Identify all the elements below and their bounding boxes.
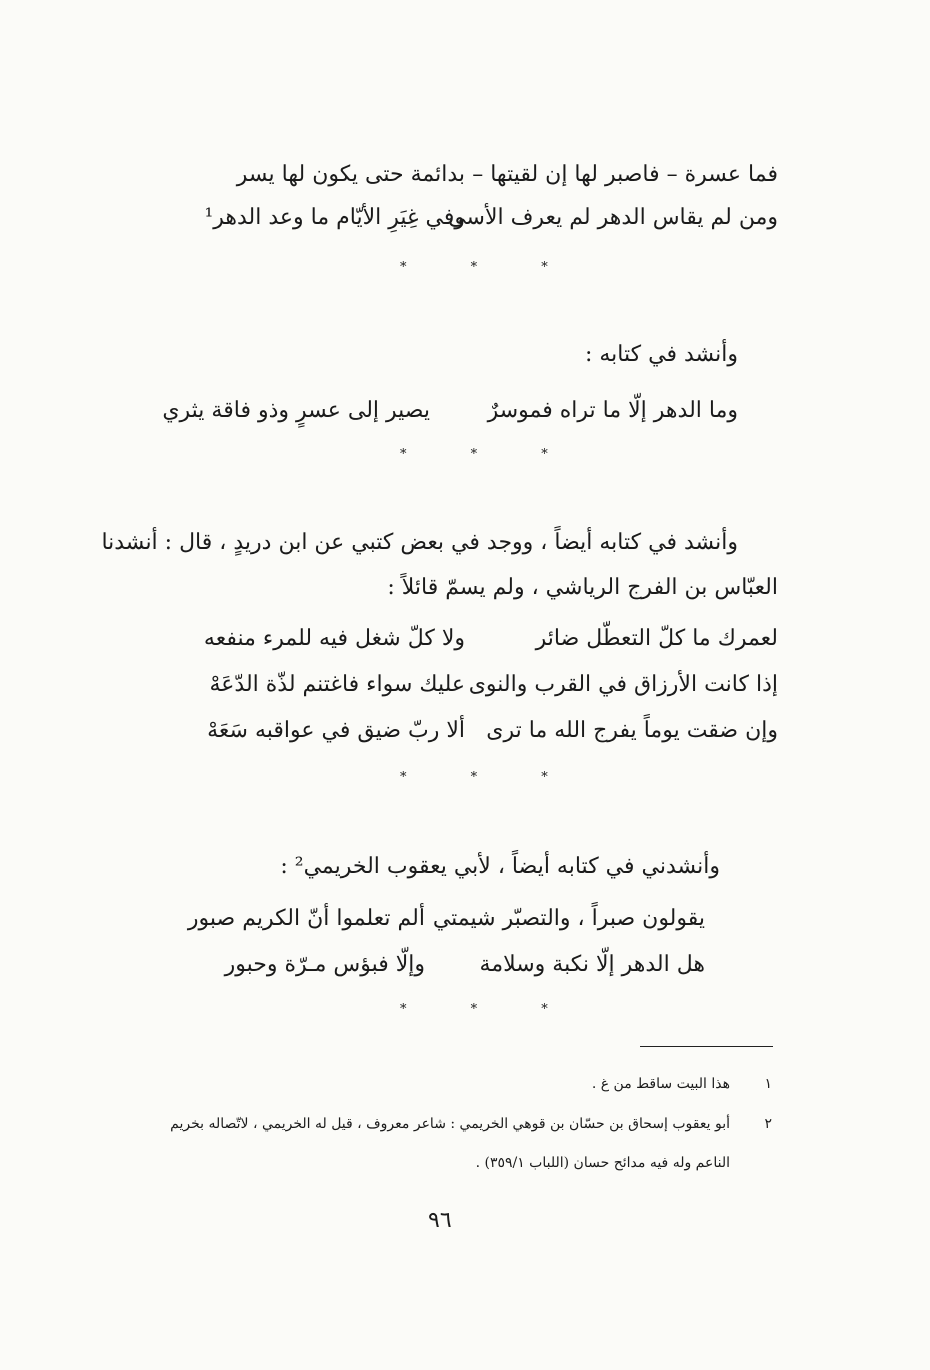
- footnote-text: هذا البيت ساقط من غ .: [591, 1076, 730, 1092]
- verse-8-second-hemistich: وإلّا فبؤس مـرّة وحبور: [224, 952, 425, 977]
- footnote-number: ٢: [764, 1116, 772, 1132]
- section-separator: * * *: [400, 447, 578, 462]
- footnote-text-continuation: الناعم وله فيه مدائح حسان (اللباب ٣٥٩/١) .: [475, 1155, 730, 1171]
- intro-line: وأنشد في كتابه أيضاً ، ووجد في بعض كتبي عن ابن دريدٍ ، قال : أنشدنا: [101, 530, 738, 555]
- footnote-number: ١: [764, 1076, 772, 1092]
- intro-line: العبّاس بن الفرج الرياشي ، ولم يسمّ قائلاً :: [387, 575, 778, 600]
- verse-1-second-hemistich: بدائمة حتى يكون لها يسر: [236, 162, 465, 187]
- section-separator: * * *: [400, 770, 578, 785]
- intro-line: وأنشد في كتابه :: [584, 342, 738, 367]
- verse-7-second-hemistich: ألم تعلموا أنّ الكريم صبور: [187, 906, 425, 931]
- verse-2-first-hemistich: ومن لم يقاس الدهر لم يعرف الأسى: [448, 205, 778, 230]
- verse-3-second-hemistich: يصير إلى عسرٍ وذو فاقة يثري: [162, 398, 430, 423]
- section-separator: * * *: [400, 1002, 578, 1017]
- footnote-rule: [640, 1046, 773, 1047]
- verse-5-second-hemistich: عليك سواء فاغتنم لذّة الدّعَهْ: [209, 672, 465, 697]
- verse-4-second-hemistich: ولا كلّ شغل فيه للمرء منفعه: [203, 626, 465, 651]
- verse-4-first-hemistich: لعمرك ما كلّ التعطّل ضائر: [535, 626, 778, 651]
- footnote-text: أبو يعقوب إسحاق بن حسّان بن قوهي الخريمي : شاعر معروف ، قيل له الخريمي ، لاتّصاله بخريم: [170, 1116, 730, 1132]
- verse-7-first-hemistich: يقولون صبراً ، والتصبّر شيمتي: [432, 906, 705, 931]
- verse-8-first-hemistich: هل الدهر إلّا نكبة وسلامة: [479, 952, 705, 977]
- verse-2-second-hemistich: وفي غِيَرِ الأيّام ما وعد الدهر¹: [204, 205, 465, 230]
- section-separator: * * *: [400, 260, 578, 275]
- verse-6-second-hemistich: ألا ربّ ضيق في عواقبه سَعَهْ: [207, 718, 465, 743]
- verse-3-first-hemistich: وما الدهر إلّا ما تراه فموسرٌ: [487, 398, 738, 423]
- verse-1-first-hemistich: فما عسرة – فاصبر لها إن لقيتها –: [472, 162, 778, 187]
- page-number: ٩٦: [428, 1208, 452, 1233]
- intro-line: وأنشدني في كتابه أيضاً ، لأبي يعقوب الخريمي² :: [280, 854, 720, 879]
- verse-6-first-hemistich: وإن ضقت يوماً يفرج الله ما ترى: [486, 718, 778, 743]
- verse-5-first-hemistich: إذا كانت الأرزاق في القرب والنوى: [468, 672, 778, 697]
